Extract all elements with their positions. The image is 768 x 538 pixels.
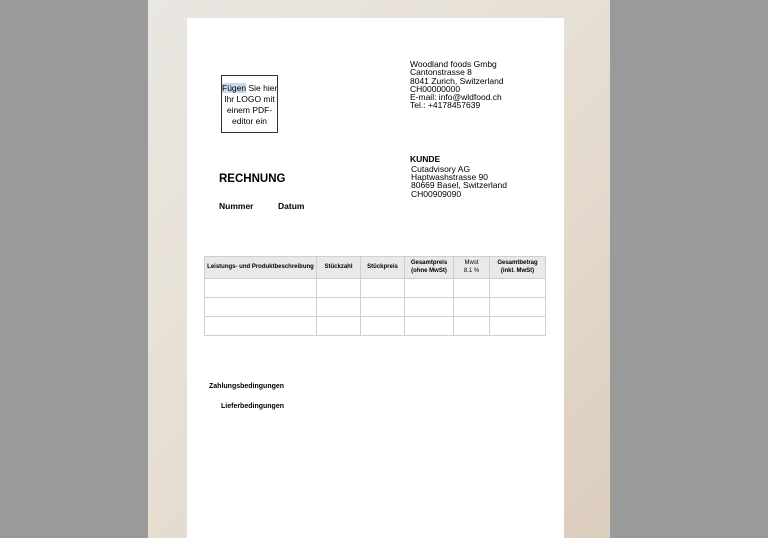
company-address xyxy=(410,60,504,110)
invoice-date-label: Datum xyxy=(278,201,305,211)
header-total-gross-l1: Gesamtbetrag xyxy=(497,260,538,266)
table-cell[interactable] xyxy=(405,317,454,336)
header-vat-l1: Mwst xyxy=(464,260,479,266)
company-id: CH00000000 xyxy=(410,83,461,94)
customer-id: CH00909090 xyxy=(411,188,462,199)
table-cell[interactable] xyxy=(490,317,546,336)
header-vat xyxy=(454,257,490,279)
table-cell[interactable] xyxy=(317,279,361,298)
highlighted-word: Fügen xyxy=(222,83,247,93)
company-email: E-mail: info@wldfood.ch xyxy=(410,92,502,103)
table-cell[interactable] xyxy=(205,279,317,298)
invoice-title: RECHNUNG xyxy=(219,173,286,185)
table-cell[interactable] xyxy=(454,279,490,298)
table-cell[interactable] xyxy=(490,298,546,317)
table-row xyxy=(205,317,546,336)
header-quantity: Stückzahl xyxy=(317,257,361,279)
header-unit-price: Stückpreis xyxy=(361,257,405,279)
table-cell[interactable] xyxy=(490,279,546,298)
header-vat-l2: 8.1 % xyxy=(463,267,480,274)
table-cell[interactable] xyxy=(361,298,405,317)
table-cell[interactable] xyxy=(454,317,490,336)
table-cell[interactable] xyxy=(405,279,454,298)
table-cell[interactable] xyxy=(454,298,490,317)
header-total-net-l1: Gesamtpreis xyxy=(410,260,448,266)
logo-placeholder-line3: einem PDF- xyxy=(226,105,273,115)
logo-placeholder-line4: editor ein xyxy=(232,116,267,126)
table-row xyxy=(205,298,546,317)
invoice-number-label: Nummer xyxy=(219,201,254,211)
table-header-row xyxy=(205,257,546,279)
table-cell[interactable] xyxy=(405,298,454,317)
payment-terms-label: Zahlungsbedingungen xyxy=(209,383,285,390)
table-cell[interactable] xyxy=(361,279,405,298)
table-row xyxy=(205,279,546,298)
logo-placeholder-line2: Ihr LOGO mit xyxy=(224,94,275,104)
header-total-gross xyxy=(490,257,546,279)
header-total-net xyxy=(405,257,454,279)
table-cell[interactable] xyxy=(205,298,317,317)
header-description: Leistungs- und Produktbeschreibung xyxy=(205,257,317,279)
delivery-terms-label: Lieferbedingungen xyxy=(221,403,284,410)
customer-name: Cutadvisory AG xyxy=(411,164,471,174)
company-city: 8041 Zurich, Switzerland xyxy=(410,75,504,86)
logo-placeholder-line1-rest: Sie hier xyxy=(246,83,278,93)
table-cell[interactable] xyxy=(361,317,405,336)
table-cell[interactable] xyxy=(205,317,317,336)
table-cell[interactable] xyxy=(317,317,361,336)
header-total-gross-l2: (inkl. MwSt) xyxy=(500,267,535,274)
items-table xyxy=(204,256,546,336)
customer-street: Haptwashstrasse 90 xyxy=(411,172,489,183)
company-phone: Tel.: +4178457639 xyxy=(410,100,481,111)
table-cell[interactable] xyxy=(317,298,361,317)
customer-city: 80669 Basel, Switzerland xyxy=(411,180,507,191)
company-name: Woodland foods Gmbg xyxy=(410,59,497,69)
logo-placeholder[interactable] xyxy=(221,75,278,133)
customer-heading: KUNDE xyxy=(410,154,441,164)
company-street: Cantonstrasse 8 xyxy=(410,67,472,78)
header-total-net-l2: (ohne MwSt) xyxy=(411,267,447,274)
customer-address xyxy=(411,165,507,198)
logo-placeholder-line1 xyxy=(222,83,277,94)
